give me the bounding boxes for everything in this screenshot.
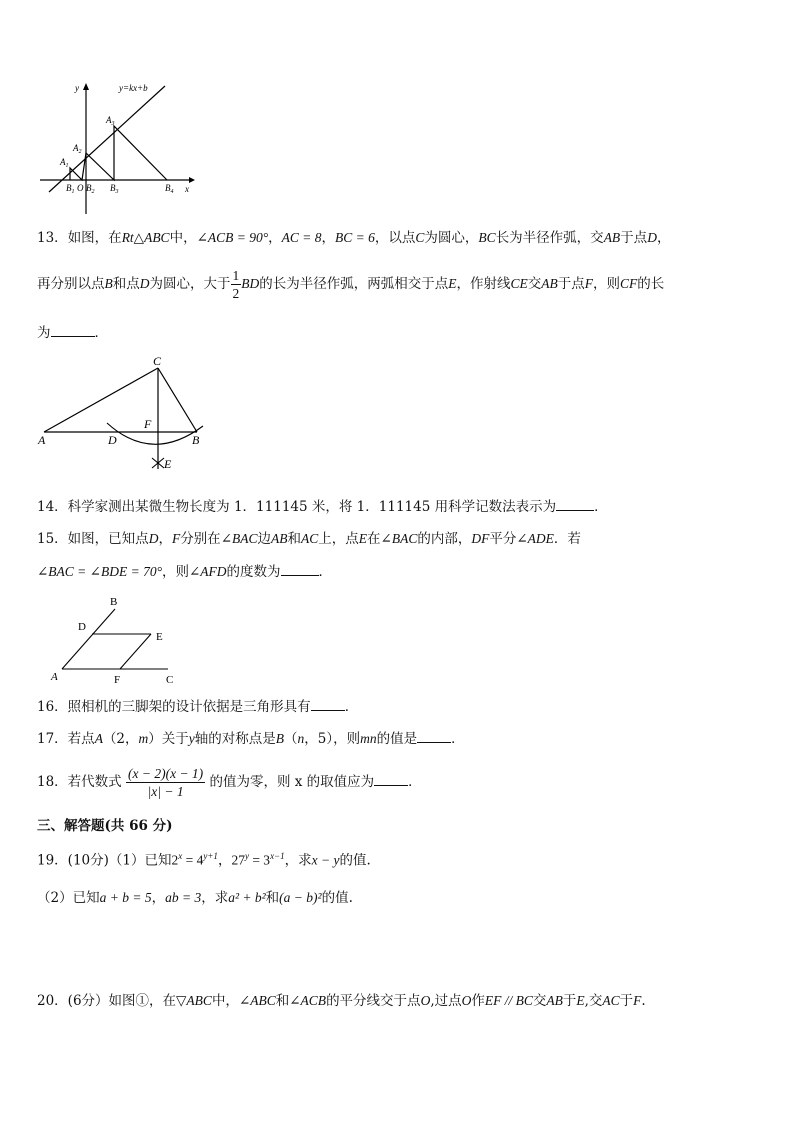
q18: 18．若代数式 $\frac{(x - 2)(x - 1)}{|x| - 1}$ 的值为零，则 x 的取值应为 ． [37,766,422,799]
point-b2: $B_2$ [86,183,95,195]
label-e: E [164,457,172,471]
label-f: F [144,417,152,431]
label-d: D [78,621,86,633]
q15-line1: 15．如图，已知点D，F分别在∠BAC边AB和AC上，点E在∠BAC的内部，DF平分∠ADE．若 [37,531,581,547]
point-b4: $B_4$ [165,183,174,195]
line-label: y=kx+b [119,83,148,93]
axis-y-label: y [75,83,79,93]
algebraic-fraction: $\frac{(x - 2)(x - 1)}{|x| - 1}$ [127,766,204,799]
q17: 17．若点A（2，m）关于y轴的对称点是B（n，5），则mn的值是 ． [37,728,465,749]
segment-ac [44,368,158,432]
ray-ab [62,609,115,669]
segment-cb [158,368,197,432]
arc-bd [107,423,203,444]
line-y-kx-b [49,86,165,192]
q13-line1: 13．如图，在Rt△ABC中，∠ACB = 90°，AC = 8，BC = 6，以点C为圆心，BC长为半径作弧，交AB于点D， [37,230,671,246]
figure-q15 [48,592,188,686]
section-heading: 三、解答题(共 66 分) [37,818,173,834]
origin-label: O [77,183,84,193]
point-a2: $A_2$ [73,143,82,155]
q13-line3: 为 ． [37,322,108,343]
point-a1: $A_1$ [60,157,69,169]
label-a: A [38,433,46,447]
q13-line2: 再分别以点B和点D为圆心，大于 $\frac{1}{2}$ BD的长为半径作弧，两弧相交于点E，作射线CE交AB于点F，则CF的长 [37,268,665,301]
point-b1: $B_1$ [66,183,75,195]
staircase [70,126,167,180]
figure-q13 [34,352,214,474]
answer-blank [311,696,345,711]
answer-blank [281,561,319,576]
answer-blank [556,496,594,511]
figure-q12 [37,80,197,218]
label-c: C [153,354,162,368]
segment-ef [120,634,151,669]
fraction-one-half: $\frac{1}{2}$ [232,268,240,301]
label-d: D [108,433,117,447]
q20: 20．(6分）如图①，在▽ABC中，∠ABC和∠ACB的平分线交于点O,过点O作EF // BC交AB于E,交AC于F. [37,993,646,1009]
label-e: E [156,631,163,643]
label-a: A [51,671,58,683]
label-f: F [114,674,121,686]
q16: 16．照相机的三脚架的设计依据是三角形具有 ． [37,696,358,717]
q15-line2: ∠BAC = ∠BDE = 70°，则∠AFD的度数为 ． [37,561,332,582]
point-b3: $B_3$ [110,183,119,195]
x-axis-arrow-icon [189,177,195,183]
axis-x-label: x [185,184,189,194]
answer-blank [417,728,451,743]
answer-blank [374,771,408,786]
y-axis-arrow-icon [83,83,89,90]
answer-blank [51,322,95,337]
label-b: B [110,596,118,608]
label-b: B [192,433,200,447]
q14: 14．科学家测出某微生物长度为 1．111145 米，将 1．111145 用科学记数法表示为 ． [37,496,608,517]
q19-line2: （2）已知a + b = 5，ab = 3，求a² + b²和(a − b)²的值. [37,890,353,906]
label-c: C [166,674,174,686]
q19-line1: 19．(10分)（1）已知$2^x = 4^{y+1}$，$27^y = 3^{x-1}$，求x − y的值. [37,851,371,869]
point-a3: $A_3$ [106,115,115,127]
